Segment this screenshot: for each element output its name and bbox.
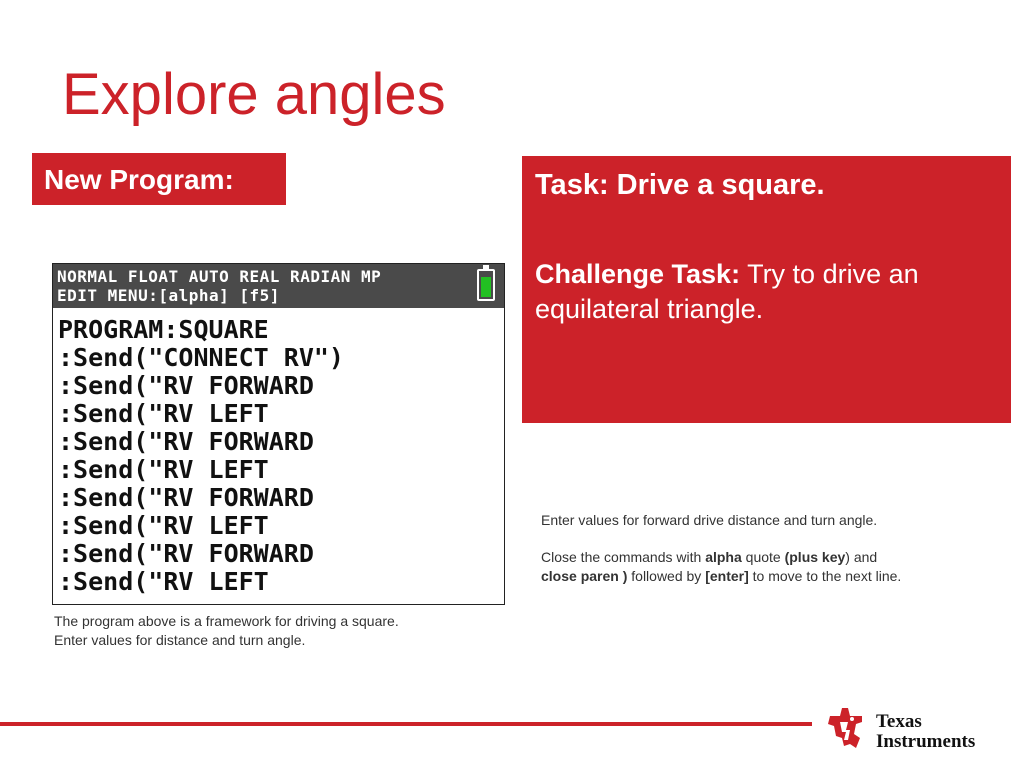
task-title: Task: Drive a square. <box>535 169 825 201</box>
status-line-mode: NORMAL FLOAT AUTO REAL RADIAN MP <box>57 267 382 286</box>
calculator-status-bar <box>53 264 504 308</box>
screen-caption <box>54 612 399 650</box>
challenge-label: Challenge Task: <box>535 259 741 289</box>
status-line-edit-menu: EDIT MENU:[alpha] [f5] <box>57 286 280 305</box>
plus-key-label: (plus key <box>784 549 846 565</box>
footer-rule <box>0 722 812 726</box>
new-program-badge <box>32 153 286 205</box>
note-text: to move to the next line. <box>748 568 902 584</box>
code-line: :Send("RV FORWARD <box>58 371 314 400</box>
code-line: :Send("RV LEFT <box>58 455 269 484</box>
caption-line-2: Enter values for distance and turn angle. <box>54 632 306 648</box>
note-text: ) and <box>845 549 878 565</box>
calculator-screen <box>52 263 505 605</box>
code-line: :Send("CONNECT RV") <box>58 343 344 372</box>
note-text: quote <box>741 549 785 565</box>
task-box <box>522 156 1011 423</box>
instructions-note <box>541 511 981 604</box>
note-text: followed by <box>627 568 706 584</box>
code-line: :Send("RV LEFT <box>58 567 269 596</box>
logo-line-2: Instruments <box>876 731 976 752</box>
code-line: :Send("RV LEFT <box>58 399 269 428</box>
logo-line-1: Texas <box>876 711 922 732</box>
code-line: :Send("RV LEFT <box>58 511 269 540</box>
program-header-line: PROGRAM:SQUARE <box>58 315 269 344</box>
ti-logo-icon <box>826 706 868 750</box>
new-program-label: New Program: <box>44 164 234 195</box>
battery-level-fill <box>481 277 491 297</box>
code-line: :Send("RV FORWARD <box>58 427 314 456</box>
slide-title: Explore angles <box>62 62 446 127</box>
code-line: :Send("RV FORWARD <box>58 483 314 512</box>
code-line: :Send("RV FORWARD <box>58 539 314 568</box>
challenge-text <box>535 257 975 327</box>
ti-logo-text <box>876 712 975 752</box>
program-code <box>58 316 344 596</box>
enter-key-label: [enter] <box>705 568 749 584</box>
close-paren-label: close paren ) <box>541 568 628 584</box>
battery-icon <box>477 269 495 301</box>
note-paragraph-2 <box>541 548 981 586</box>
challenge-body: Try to drive an equilateral triangle. <box>535 259 919 324</box>
note-line-1: Enter values for forward drive distance and turn angle. <box>541 512 878 528</box>
caption-line-1: The program above is a framework for driving a square. <box>54 613 399 629</box>
alpha-key-label: alpha <box>705 549 742 565</box>
note-text: Close the commands with <box>541 549 706 565</box>
